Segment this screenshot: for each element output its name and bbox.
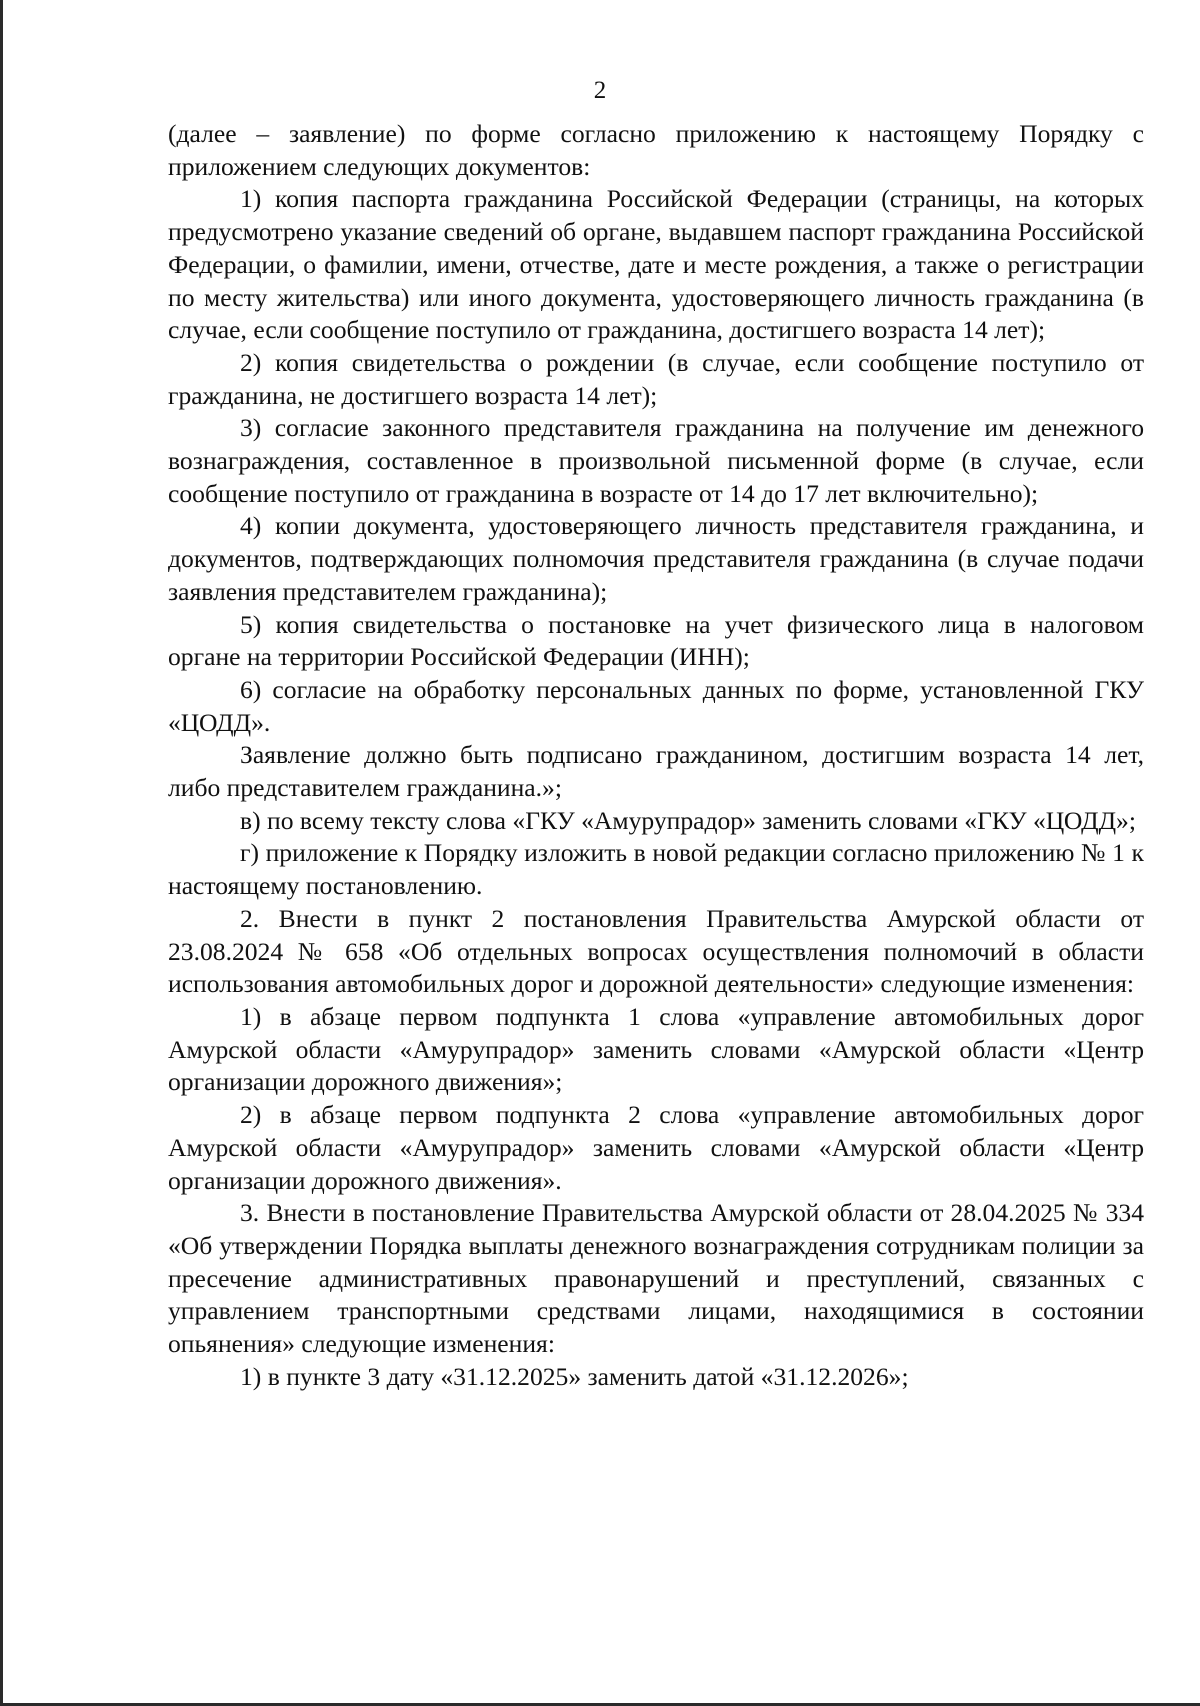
paragraph-clause-2-item-2: 2) в абзаце первом подпункта 2 слова «управление автомобильных дорог Амурской области «Амурупрадор» заменить словами «Амурской области «Центр организации дорожного движения». bbox=[168, 1100, 1144, 1195]
paragraph-item-4: 4) копии документа, удостоверяющего личность представителя гражданина, и документов, подтверждающих полномочия представителя гражданина (в случае подачи заявления представителем гражданина); bbox=[168, 511, 1144, 606]
paragraph-item-3: 3) согласие законного представителя гражданина на получение им денежного вознаграждения, составленное в произвольной письменной форме (в случае, если сообщение поступило от гражданина в возрасте от 14 до 17 лет включительно); bbox=[168, 413, 1144, 508]
paragraph-clause-3: 3. Внести в постановление Правительства Амурской области от 28.04.2025 № 334 «Об утверждении Порядка выплаты денежного вознаграждения сотрудникам полиции за пресечение административных правонарушений и преступлений, связанных с управлением транспортными средствами лицами, находящимися в состоянии опьянения» следующие изменения: bbox=[168, 1198, 1144, 1359]
paragraph-clause-2: 2. Внести в пункт 2 постановления Правительства Амурской области от 23.08.2024 № 658 «Об отдельных вопросах осуществления полномочий в области использования автомобильных дорог и дорожной деятельности» следующие изменения: bbox=[168, 903, 1144, 999]
paragraph-continuation: (далее – заявление) по форме согласно приложению к настоящему Порядку с приложением следующих документов: bbox=[168, 119, 1144, 181]
paragraph-item-2: 2) копия свидетельства о рождении (в случае, если сообщение поступило от гражданина, не достигшего возраста 14 лет); bbox=[168, 347, 1144, 410]
paragraph-item-6: 6) согласие на обработку персональных данных по форме, установленной ГКУ «ЦОДД». bbox=[168, 674, 1144, 737]
scan-edge-left bbox=[0, 0, 3, 1706]
paragraph-clause-2-item-1: 1) в абзаце первом подпункта 1 слова «управление автомобильных дорог Амурской области «Амурупрадор» заменить словами «Амурской области «Центр организации дорожного движения»; bbox=[168, 1001, 1144, 1097]
page-number: 2 bbox=[593, 77, 607, 104]
paragraph-subitem-g: г) приложение к Порядку изложить в новой редакции согласно приложению № 1 к настоящему постановлению. bbox=[168, 838, 1144, 901]
document-body bbox=[168, 118, 1144, 1393]
paragraph-clause-3-item-1: 1) в пункте 3 дату «31.12.2025» заменить датой «31.12.2026»; bbox=[240, 1361, 909, 1391]
paragraph-item-1: 1) копия паспорта гражданина Российской Федерации (страницы, на которых предусмотрено указание сведений об органе, выдавшем паспорт гражданина Российской Федерации, о фамилии, имени, отчестве, дате и месте рождения, а также о регистрации по месту жительства) или иного документа, удостоверяющего личность гражданина (в случае, если сообщение поступило от гражданина, достигшего возраста 14 лет); bbox=[168, 184, 1144, 345]
paragraph-subitem-v: в) по всему тексту слова «ГКУ «Амурупрадор» заменить словами «ГКУ «ЦОДД»; bbox=[240, 805, 1136, 835]
paragraph-signature-note: Заявление должно быть подписано гражданином, достигшим возраста 14 лет, либо представителем гражданина.»; bbox=[168, 740, 1144, 803]
paragraph-item-5: 5) копия свидетельства о постановке на учет физического лица в налоговом органе на территории Российской Федерации (ИНН); bbox=[168, 609, 1144, 672]
